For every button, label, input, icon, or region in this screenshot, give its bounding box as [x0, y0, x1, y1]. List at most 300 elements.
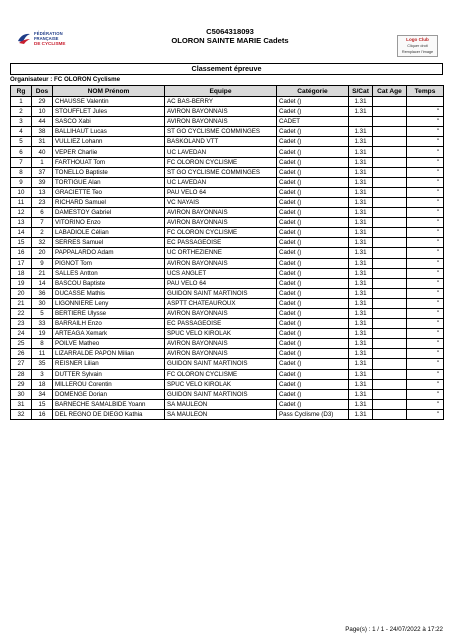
name-cell: SERRES Samuel	[53, 238, 165, 248]
time-cell	[407, 97, 444, 107]
bib-cell: 23	[32, 197, 53, 207]
subcat-cell: 1.31	[349, 409, 373, 419]
time-cell: "	[407, 187, 444, 197]
team-cell: UC LAVEDAN	[165, 177, 277, 187]
age-cat-cell	[373, 218, 407, 228]
age-cat-cell	[373, 329, 407, 339]
subcat-cell: 1.31	[349, 399, 373, 409]
results-table	[10, 85, 444, 420]
bib-cell: 5	[32, 308, 53, 318]
category-cell: Cadet ()	[277, 339, 349, 349]
club-logo-title: Logo Club	[406, 37, 429, 42]
subcat-cell: 1.31	[349, 157, 373, 167]
team-cell: FC OLORON CYCLISME	[165, 369, 277, 379]
bib-cell: 44	[32, 117, 53, 127]
subcat-cell: 1.31	[349, 258, 373, 268]
subcat-cell: 1.31	[349, 127, 373, 137]
subcat-cell: 1.31	[349, 349, 373, 359]
name-cell: FARTHOUAT Tom	[53, 157, 165, 167]
subcat-cell: 1.31	[349, 298, 373, 308]
rank-cell: 29	[11, 379, 32, 389]
time-cell: "	[407, 268, 444, 278]
team-cell: PAU VELO 64	[165, 278, 277, 288]
table-row	[11, 167, 444, 177]
bib-cell: 9	[32, 258, 53, 268]
team-cell: SPUC VELO KIROLAK	[165, 379, 277, 389]
time-cell: "	[407, 369, 444, 379]
results-body	[11, 97, 444, 420]
team-cell: AVIRON BAYONNAIS	[165, 117, 277, 127]
age-cat-cell	[373, 147, 407, 157]
name-cell: GRACIETTE Teo	[53, 187, 165, 197]
table-row	[11, 268, 444, 278]
rank-cell: 21	[11, 298, 32, 308]
time-cell: "	[407, 248, 444, 258]
event-title: OLORON SAINTE MARIE Cadets	[171, 36, 289, 45]
rank-cell: 8	[11, 167, 32, 177]
team-cell: SA MAULEON	[165, 399, 277, 409]
bib-cell: 15	[32, 399, 53, 409]
rank-cell: 11	[11, 197, 32, 207]
age-cat-cell	[373, 409, 407, 419]
table-row	[11, 137, 444, 147]
subcat-cell: 1.31	[349, 369, 373, 379]
subcat-cell	[349, 117, 373, 127]
name-cell: MILLEROU Corentin	[53, 379, 165, 389]
name-cell: LIGONNIERE Leny	[53, 298, 165, 308]
table-row	[11, 127, 444, 137]
time-cell: "	[407, 218, 444, 228]
rank-cell: 16	[11, 248, 32, 258]
category-cell: Cadet ()	[277, 218, 349, 228]
time-cell: "	[407, 167, 444, 177]
table-row	[11, 97, 444, 107]
col-header-name: NOM Prénom	[53, 86, 165, 97]
team-cell: UC LAVEDAN	[165, 147, 277, 157]
name-cell: BARNECHE SAMALBIDE Yoann	[53, 399, 165, 409]
subcat-cell: 1.31	[349, 228, 373, 238]
category-cell: Cadet ()	[277, 238, 349, 248]
race-code: C5064318093	[206, 27, 254, 36]
table-row	[11, 278, 444, 288]
name-cell: SALLES Antton	[53, 268, 165, 278]
time-cell: "	[407, 288, 444, 298]
bib-cell: 32	[32, 238, 53, 248]
time-cell: "	[407, 157, 444, 167]
team-cell: AVIRON BAYONNAIS	[165, 258, 277, 268]
table-row	[11, 157, 444, 167]
table-row	[11, 187, 444, 197]
time-cell: "	[407, 107, 444, 117]
time-cell: "	[407, 389, 444, 399]
club-logo-hint1: Cliquer droit	[407, 44, 428, 48]
category-cell: Cadet ()	[277, 197, 349, 207]
team-cell: UCS ANGLET	[165, 268, 277, 278]
bib-cell: 16	[32, 409, 53, 419]
category-cell: Cadet ()	[277, 208, 349, 218]
bib-cell: 11	[32, 349, 53, 359]
rank-cell: 10	[11, 187, 32, 197]
time-cell: "	[407, 298, 444, 308]
category-cell: Cadet ()	[277, 97, 349, 107]
subcat-cell: 1.31	[349, 218, 373, 228]
category-cell: Cadet ()	[277, 349, 349, 359]
time-cell: "	[407, 278, 444, 288]
category-cell: Cadet ()	[277, 278, 349, 288]
table-row	[11, 369, 444, 379]
age-cat-cell	[373, 127, 407, 137]
age-cat-cell	[373, 399, 407, 409]
subcat-cell: 1.31	[349, 268, 373, 278]
bib-cell: 20	[32, 248, 53, 258]
team-cell: AVIRON BAYONNAIS	[165, 349, 277, 359]
age-cat-cell	[373, 389, 407, 399]
subcat-cell: 1.31	[349, 308, 373, 318]
rank-cell: 6	[11, 147, 32, 157]
age-cat-cell	[373, 137, 407, 147]
name-cell: LABADIOLE Célian	[53, 228, 165, 238]
bib-cell: 38	[32, 127, 53, 137]
name-cell: PAPPALARDO Adam	[53, 248, 165, 258]
bib-cell: 36	[32, 288, 53, 298]
subcat-cell: 1.31	[349, 329, 373, 339]
col-header-time: Temps	[407, 86, 444, 97]
subcat-cell: 1.31	[349, 278, 373, 288]
table-row	[11, 308, 444, 318]
rank-cell: 23	[11, 319, 32, 329]
table-row	[11, 379, 444, 389]
age-cat-cell	[373, 258, 407, 268]
team-cell: VC NAYAIS	[165, 197, 277, 207]
time-cell: "	[407, 208, 444, 218]
age-cat-cell	[373, 319, 407, 329]
category-cell: CADET	[277, 117, 349, 127]
time-cell: "	[407, 409, 444, 419]
name-cell: ARTEAGA Xemark	[53, 329, 165, 339]
rank-cell: 20	[11, 288, 32, 298]
team-cell: SA MAULEON	[165, 409, 277, 419]
name-cell: RICHARD Samuel	[53, 197, 165, 207]
rank-cell: 1	[11, 97, 32, 107]
subcat-cell: 1.31	[349, 389, 373, 399]
bib-cell: 30	[32, 298, 53, 308]
name-cell: DAMESTOY Gabriel	[53, 208, 165, 218]
bib-cell: 37	[32, 167, 53, 177]
name-cell: DOMENGE Dorian	[53, 389, 165, 399]
category-cell: Cadet ()	[277, 258, 349, 268]
age-cat-cell	[373, 339, 407, 349]
category-cell: Cadet ()	[277, 399, 349, 409]
organizer-label: Organisateur : FC OLORON Cyclisme	[10, 76, 121, 83]
bib-cell: 33	[32, 319, 53, 329]
subcat-cell: 1.31	[349, 107, 373, 117]
name-cell: TORTIGUE Alan	[53, 177, 165, 187]
table-row	[11, 197, 444, 207]
subcat-cell: 1.31	[349, 137, 373, 147]
time-cell: "	[407, 319, 444, 329]
time-cell: "	[407, 339, 444, 349]
category-cell: Pass Cyclisme (D3)	[277, 409, 349, 419]
name-cell: VULLIEZ Lohann	[53, 137, 165, 147]
table-row	[11, 359, 444, 369]
time-cell: "	[407, 197, 444, 207]
age-cat-cell	[373, 349, 407, 359]
col-header-category: Catégorie	[277, 86, 349, 97]
rank-cell: 19	[11, 278, 32, 288]
category-cell: Cadet ()	[277, 319, 349, 329]
category-cell: Cadet ()	[277, 298, 349, 308]
team-cell: PAU VELO 64	[165, 187, 277, 197]
rank-cell: 13	[11, 218, 32, 228]
age-cat-cell	[373, 107, 407, 117]
subcat-cell: 1.31	[349, 197, 373, 207]
team-cell: GUIDON SAINT MARTINOIS	[165, 359, 277, 369]
table-row	[11, 177, 444, 187]
time-cell: "	[407, 258, 444, 268]
bib-cell: 39	[32, 177, 53, 187]
subcat-cell: 1.31	[349, 238, 373, 248]
col-header-age-cat: Cat Age	[373, 86, 407, 97]
time-cell: "	[407, 127, 444, 137]
cyclist-swoosh-icon	[17, 31, 31, 45]
category-cell: Cadet ()	[277, 359, 349, 369]
club-logo-placeholder[interactable]	[397, 35, 438, 57]
rank-cell: 4	[11, 127, 32, 137]
time-cell: "	[407, 147, 444, 157]
time-cell: "	[407, 349, 444, 359]
team-cell: EC PASSAGEOISE	[165, 319, 277, 329]
time-cell: "	[407, 359, 444, 369]
federation-logo-line1: FÉDÉRATION	[34, 31, 63, 36]
bib-cell: 29	[32, 97, 53, 107]
bib-cell: 34	[32, 389, 53, 399]
table-row	[11, 339, 444, 349]
bib-cell: 3	[32, 369, 53, 379]
name-cell: STOUFFLET Jules	[53, 107, 165, 117]
rank-cell: 15	[11, 238, 32, 248]
bib-cell: 18	[32, 379, 53, 389]
category-cell: Cadet ()	[277, 288, 349, 298]
category-cell: Cadet ()	[277, 228, 349, 238]
table-row	[11, 228, 444, 238]
rank-cell: 9	[11, 177, 32, 187]
time-cell: "	[407, 177, 444, 187]
rank-cell: 24	[11, 329, 32, 339]
category-cell: Cadet ()	[277, 248, 349, 258]
time-cell: "	[407, 137, 444, 147]
rank-cell: 25	[11, 339, 32, 349]
name-cell: BALLIHAUT Lucas	[53, 127, 165, 137]
rank-cell: 14	[11, 228, 32, 238]
time-cell: "	[407, 228, 444, 238]
time-cell: "	[407, 238, 444, 248]
category-cell: Cadet ()	[277, 329, 349, 339]
table-row	[11, 238, 444, 248]
bib-cell: 8	[32, 339, 53, 349]
table-row	[11, 389, 444, 399]
subcat-cell: 1.31	[349, 208, 373, 218]
table-row	[11, 248, 444, 258]
bib-cell: 10	[32, 107, 53, 117]
age-cat-cell	[373, 288, 407, 298]
subcat-cell: 1.31	[349, 248, 373, 258]
name-cell: SASCO Xabi	[53, 117, 165, 127]
team-cell: AVIRON BAYONNAIS	[165, 339, 277, 349]
time-cell: "	[407, 329, 444, 339]
time-cell: "	[407, 308, 444, 318]
rank-cell: 32	[11, 409, 32, 419]
table-row	[11, 288, 444, 298]
team-cell: SPUC VELO KIROLAK	[165, 329, 277, 339]
age-cat-cell	[373, 117, 407, 127]
category-cell: Cadet ()	[277, 187, 349, 197]
category-cell: Cadet ()	[277, 167, 349, 177]
age-cat-cell	[373, 278, 407, 288]
time-cell: "	[407, 117, 444, 127]
category-cell: Cadet ()	[277, 137, 349, 147]
category-cell: Cadet ()	[277, 127, 349, 137]
rank-cell: 27	[11, 359, 32, 369]
age-cat-cell	[373, 369, 407, 379]
subcat-cell: 1.31	[349, 177, 373, 187]
bib-cell: 7	[32, 218, 53, 228]
rank-cell: 26	[11, 349, 32, 359]
age-cat-cell	[373, 238, 407, 248]
name-cell: LIZARRALDE PAPON Milian	[53, 349, 165, 359]
category-cell: Cadet ()	[277, 268, 349, 278]
category-cell: Cadet ()	[277, 369, 349, 379]
bib-cell: 21	[32, 268, 53, 278]
table-row	[11, 117, 444, 127]
age-cat-cell	[373, 187, 407, 197]
bib-cell: 1	[32, 157, 53, 167]
age-cat-cell	[373, 359, 407, 369]
club-logo-hint2: Remplacer l'image	[401, 50, 434, 54]
col-header-subcat: S/Cat	[349, 86, 373, 97]
subcat-cell: 1.31	[349, 147, 373, 157]
subcat-cell: 1.31	[349, 359, 373, 369]
federation-logo-line3: DE CYCLISME	[34, 41, 66, 46]
table-row	[11, 409, 444, 419]
team-cell: AVIRON BAYONNAIS	[165, 218, 277, 228]
team-cell: ASPTT CHATEAUROUX	[165, 298, 277, 308]
table-row	[11, 319, 444, 329]
table-row	[11, 147, 444, 157]
bib-cell: 19	[32, 329, 53, 339]
table-header-row	[11, 86, 444, 97]
name-cell: TONELLO Baptiste	[53, 167, 165, 177]
rank-cell: 17	[11, 258, 32, 268]
table-row	[11, 218, 444, 228]
subcat-cell: 1.31	[349, 187, 373, 197]
category-cell: Cadet ()	[277, 107, 349, 117]
subcat-cell: 1.31	[349, 97, 373, 107]
name-cell: PIGNOT Tom	[53, 258, 165, 268]
team-cell: ST GO CYCLISME COMMINGES	[165, 127, 277, 137]
team-cell: EC PASSAGEOISE	[165, 238, 277, 248]
rank-cell: 28	[11, 369, 32, 379]
age-cat-cell	[373, 248, 407, 258]
age-cat-cell	[373, 208, 407, 218]
table-row	[11, 399, 444, 409]
name-cell: BASCOU Baptiste	[53, 278, 165, 288]
category-cell: Cadet ()	[277, 177, 349, 187]
name-cell: DEL REGNO DE DIEGO Kathia	[53, 409, 165, 419]
category-cell: Cadet ()	[277, 308, 349, 318]
name-cell: BARRAILH Enzo	[53, 319, 165, 329]
rank-cell: 5	[11, 137, 32, 147]
col-header-bib: Dos	[32, 86, 53, 97]
team-cell: FC OLORON CYCLISME	[165, 228, 277, 238]
table-row	[11, 349, 444, 359]
section-title: Classement épreuve	[10, 63, 443, 75]
age-cat-cell	[373, 228, 407, 238]
category-cell: Cadet ()	[277, 147, 349, 157]
name-cell: DUTTER Sylvain	[53, 369, 165, 379]
name-cell: CHAUSSE Valentin	[53, 97, 165, 107]
table-row	[11, 258, 444, 268]
page-footer: Page(s) : 1 / 1 - 24/07/2022 à 17:22	[345, 626, 443, 633]
name-cell: VITORINO Enzo	[53, 218, 165, 228]
category-cell: Cadet ()	[277, 157, 349, 167]
team-cell: AC BAS-BERRY	[165, 97, 277, 107]
age-cat-cell	[373, 177, 407, 187]
age-cat-cell	[373, 379, 407, 389]
rank-cell: 31	[11, 399, 32, 409]
team-cell: AVIRON BAYONNAIS	[165, 208, 277, 218]
name-cell: BERTIERE Ulysse	[53, 308, 165, 318]
name-cell: VEPER Charlie	[53, 147, 165, 157]
age-cat-cell	[373, 298, 407, 308]
subcat-cell: 1.31	[349, 167, 373, 177]
team-cell: ST GO CYCLISME COMMINGES	[165, 167, 277, 177]
table-row	[11, 107, 444, 117]
team-cell: UC ORTHEZIENNE	[165, 248, 277, 258]
team-cell: FC OLORON CYCLISME	[165, 157, 277, 167]
rank-cell: 22	[11, 308, 32, 318]
bib-cell: 2	[32, 228, 53, 238]
bib-cell: 13	[32, 187, 53, 197]
age-cat-cell	[373, 97, 407, 107]
subcat-cell: 1.31	[349, 288, 373, 298]
name-cell: REISNER Lilian	[53, 359, 165, 369]
table-row	[11, 208, 444, 218]
age-cat-cell	[373, 157, 407, 167]
bib-cell: 31	[32, 137, 53, 147]
age-cat-cell	[373, 167, 407, 177]
name-cell: DUCASSE Mathis	[53, 288, 165, 298]
team-cell: AVIRON BAYONNAIS	[165, 308, 277, 318]
team-cell: BASKOLAND VTT	[165, 137, 277, 147]
age-cat-cell	[373, 197, 407, 207]
bib-cell: 35	[32, 359, 53, 369]
rank-cell: 18	[11, 268, 32, 278]
category-cell: Cadet ()	[277, 389, 349, 399]
subcat-cell: 1.31	[349, 379, 373, 389]
age-cat-cell	[373, 308, 407, 318]
age-cat-cell	[373, 268, 407, 278]
time-cell: "	[407, 379, 444, 389]
team-cell: GUIDON SAINT MARTINOIS	[165, 288, 277, 298]
col-header-rank: Rg	[11, 86, 32, 97]
subcat-cell: 1.31	[349, 339, 373, 349]
rank-cell: 30	[11, 389, 32, 399]
rank-cell: 7	[11, 157, 32, 167]
bib-cell: 6	[32, 208, 53, 218]
time-cell: "	[407, 399, 444, 409]
table-row	[11, 329, 444, 339]
table-row	[11, 298, 444, 308]
